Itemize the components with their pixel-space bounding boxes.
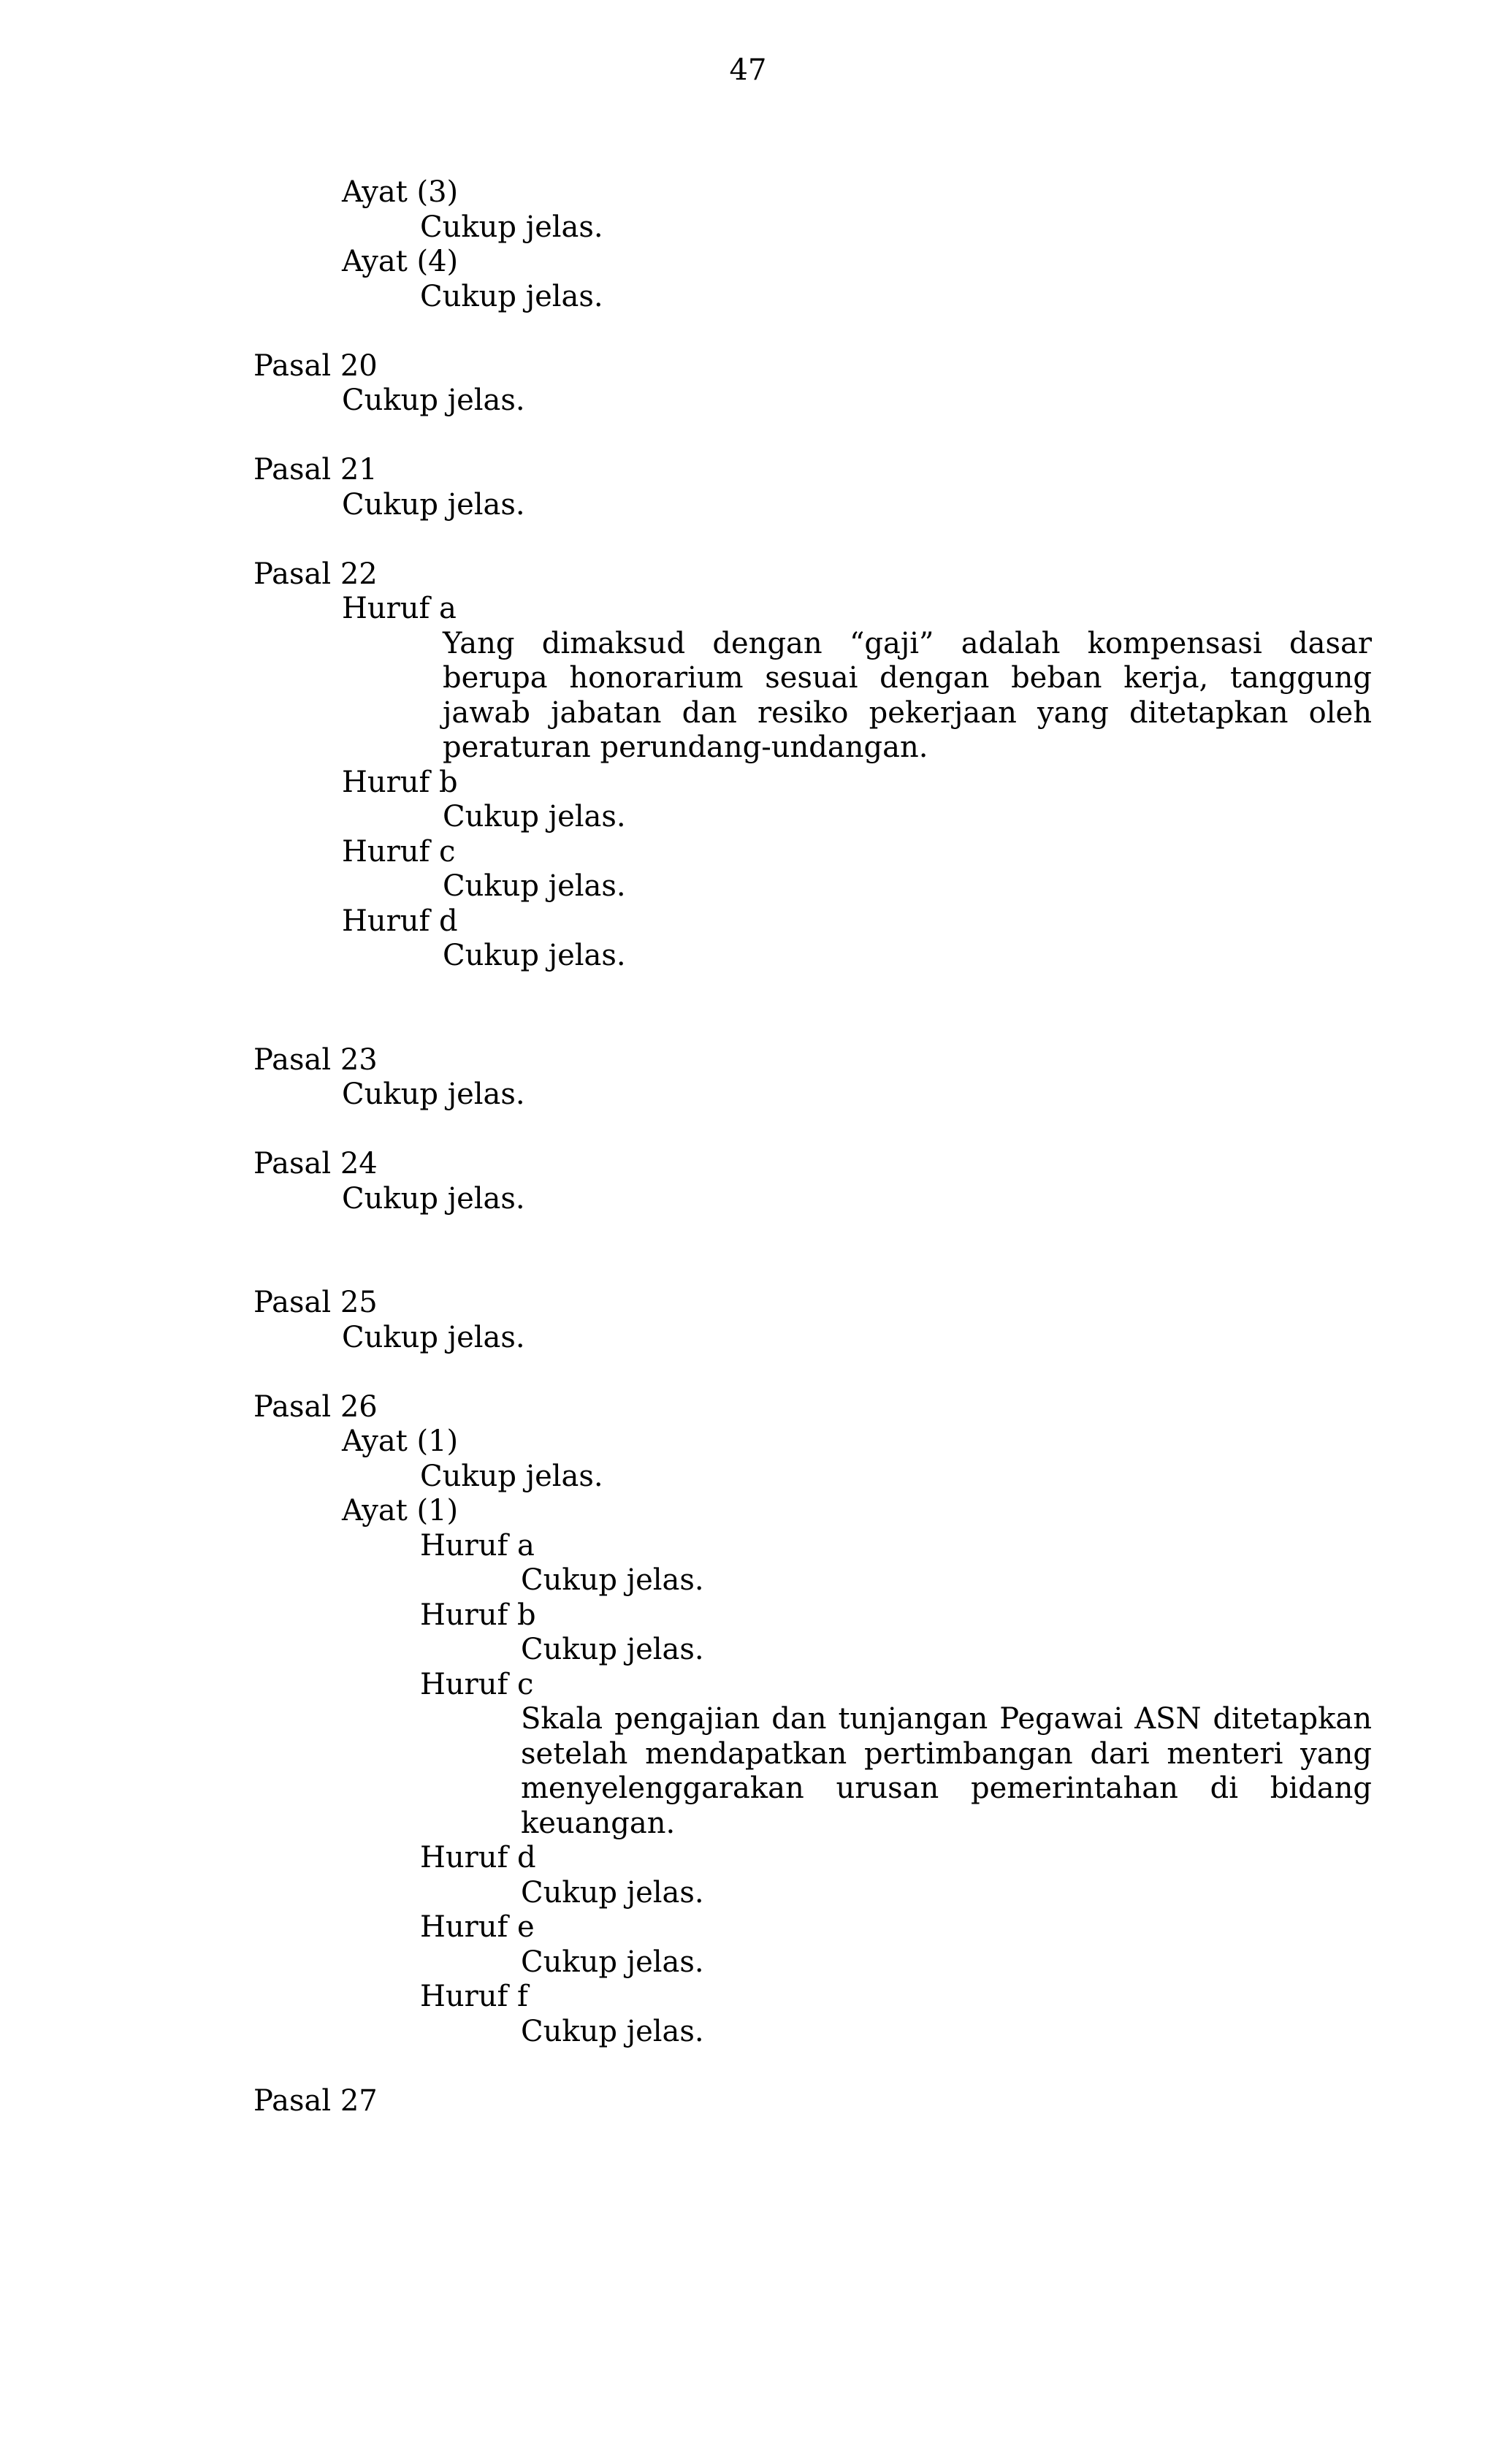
- explanation-text: Cukup jelas.: [521, 2014, 704, 2048]
- ayat-heading: Ayat (1): [342, 1494, 459, 1527]
- pasal-heading: Pasal 20: [253, 348, 378, 383]
- huruf-heading: Huruf a: [420, 1528, 535, 1563]
- huruf-heading: Huruf b: [420, 1598, 536, 1632]
- ayat-heading: Ayat (4): [342, 245, 459, 278]
- explanation-paragraph: Yang dimaksud dengan “gaji” adalah kompensasi dasar berupa honorarium sesuai dengan beban kerja, tanggung jawab jabatan dan resiko pekerjaan yang ditetapkan oleh peraturan perundang-undangan.: [443, 626, 1372, 764]
- explanation-text: Cukup jelas.: [342, 1320, 525, 1354]
- huruf-heading: Huruf d: [420, 1841, 536, 1874]
- huruf-heading: Huruf c: [342, 834, 456, 869]
- explanation-text: Cukup jelas.: [521, 1875, 704, 1910]
- pasal-heading: Pasal 27: [253, 2083, 378, 2118]
- explanation-text: Cukup jelas.: [521, 1563, 704, 1597]
- pasal-heading: Pasal 25: [253, 1286, 378, 1319]
- explanation-text: Cukup jelas.: [342, 1181, 525, 1216]
- explanation-text: Cukup jelas.: [420, 279, 603, 313]
- ayat-heading: Ayat (3): [342, 175, 459, 209]
- huruf-heading: Huruf b: [342, 765, 458, 799]
- page-number: 47: [729, 53, 767, 87]
- ayat-heading: Ayat (1): [342, 1424, 459, 1458]
- explanation-text: Cukup jelas.: [420, 1459, 603, 1493]
- explanation-text: Cukup jelas.: [443, 800, 626, 834]
- huruf-heading: Huruf c: [420, 1667, 534, 1701]
- huruf-heading: Huruf f: [420, 1980, 528, 2013]
- explanation-text: Cukup jelas.: [420, 210, 603, 244]
- huruf-heading: Huruf e: [420, 1910, 535, 1944]
- pasal-heading: Pasal 21: [253, 453, 378, 487]
- huruf-heading: Huruf a: [342, 592, 457, 625]
- explanation-text: Cukup jelas.: [521, 1633, 704, 1666]
- document-body: [0, 175, 1496, 2118]
- pasal-heading: Pasal 24: [253, 1147, 378, 1180]
- explanation-text: Cukup jelas.: [443, 939, 626, 972]
- huruf-heading: Huruf d: [342, 904, 458, 938]
- pasal-heading: Pasal 26: [253, 1389, 378, 1424]
- explanation-text: Cukup jelas.: [342, 487, 525, 522]
- explanation-paragraph: Skala pengajian dan tunjangan Pegawai ASN ditetapkan setelah mendapatkan pertimbangan dari menteri yang menyelenggarakan urusan pemerintahan di bidang keuangan.: [521, 1702, 1372, 1840]
- explanation-text: Cukup jelas.: [521, 1945, 704, 1979]
- pasal-heading: Pasal 22: [253, 557, 378, 591]
- explanation-text: Cukup jelas.: [342, 1077, 525, 1111]
- pasal-heading: Pasal 23: [253, 1042, 378, 1077]
- explanation-text: Cukup jelas.: [443, 869, 626, 903]
- explanation-text: Cukup jelas.: [342, 384, 525, 417]
